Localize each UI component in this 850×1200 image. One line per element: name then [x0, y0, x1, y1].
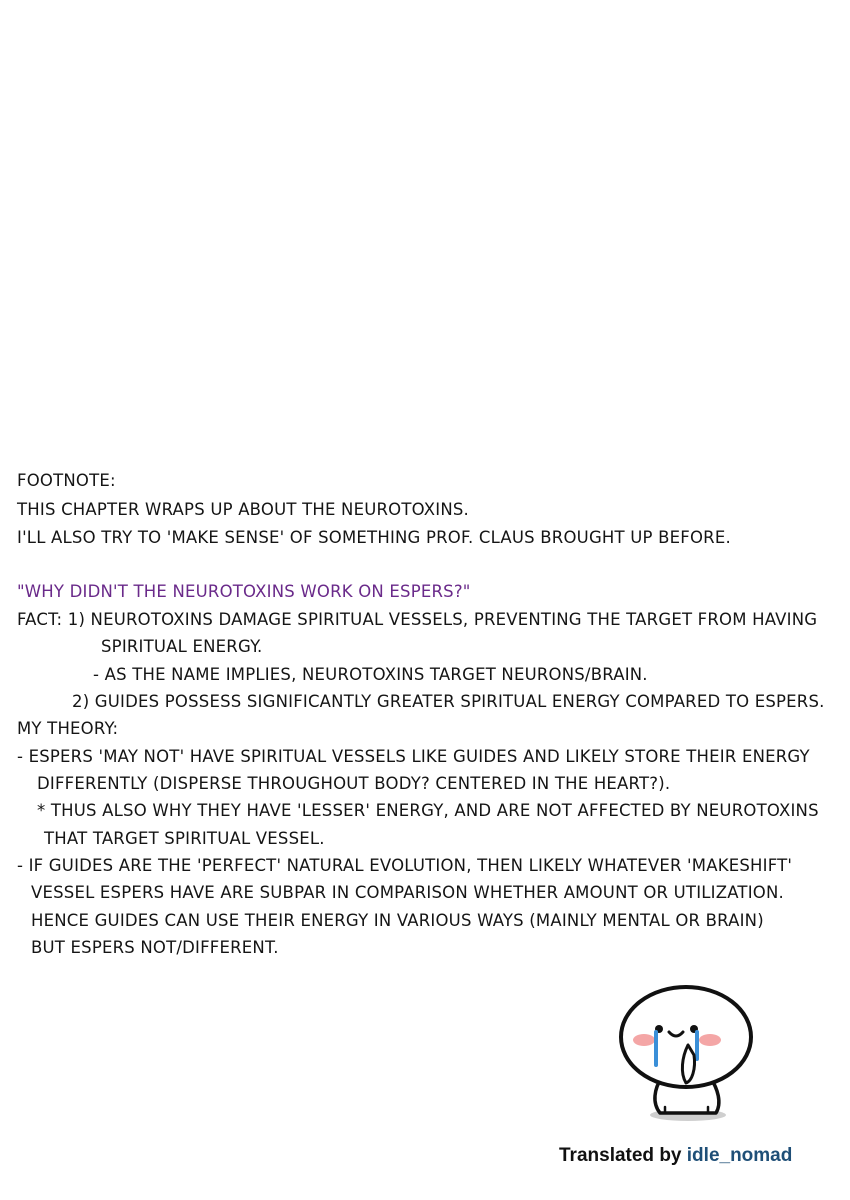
- crying-mascot-icon: [610, 985, 760, 1130]
- fact-1-line-2: SPIRITUAL ENERGY.: [101, 637, 263, 656]
- theory-2-line-4: BUT ESPERS NOT/DIFFERENT.: [31, 938, 279, 957]
- credit-prefix: Translated by: [559, 1145, 682, 1166]
- theory-1-note-line-2: THAT TARGET SPIRITUAL VESSEL.: [44, 829, 325, 848]
- theory-1-line-2: DIFFERENTLY (DISPERSE THROUGHOUT BODY? CENTERED IN THE HEART?).: [37, 774, 671, 793]
- theory-heading: MY THEORY:: [17, 719, 119, 738]
- fact-2: 2) GUIDES POSSESS SIGNIFICANTLY GREATER SPIRITUAL ENERGY COMPARED TO ESPERS.: [72, 692, 825, 711]
- footnote-intro-2: I'LL ALSO TRY TO 'MAKE SENSE' OF SOMETHING PROF. CLAUS BROUGHT UP BEFORE.: [17, 528, 731, 547]
- theory-2-line-3: HENCE GUIDES CAN USE THEIR ENERGY IN VARIOUS WAYS (MAINLY MENTAL OR BRAIN): [31, 911, 764, 930]
- footnote-intro-1: THIS CHAPTER WRAPS UP ABOUT THE NEUROTOXINS.: [17, 500, 469, 519]
- fact-1-subpoint: - AS THE NAME IMPLIES, NEUROTOXINS TARGET NEURONS/BRAIN.: [93, 665, 648, 684]
- theory-1-line-1: - ESPERS 'MAY NOT' HAVE SPIRITUAL VESSELS LIKE GUIDES AND LIKELY STORE THEIR ENERGY: [17, 747, 810, 766]
- theory-2-line-1: - IF GUIDES ARE THE 'PERFECT' NATURAL EVOLUTION, THEN LIKELY WHATEVER 'MAKESHIFT': [17, 856, 793, 875]
- theory-2-line-2: VESSEL ESPERS HAVE ARE SUBPAR IN COMPARISON WHETHER AMOUNT OR UTILIZATION.: [31, 883, 784, 902]
- fact-1-line-1: FACT: 1) NEUROTOXINS DAMAGE SPIRITUAL VESSELS, PREVENTING THE TARGET FROM HAVING: [17, 610, 818, 629]
- footnote-question: "WHY DIDN'T THE NEUROTOXINS WORK ON ESPERS?": [17, 582, 471, 601]
- translator-name: idle_nomad: [686, 1145, 793, 1166]
- translator-credit: [559, 1143, 792, 1169]
- theory-1-note-line-1: * THUS ALSO WHY THEY HAVE 'LESSER' ENERGY, AND ARE NOT AFFECTED BY NEUROTOXINS: [37, 801, 819, 820]
- footnote-heading: FOOTNOTE:: [17, 471, 116, 490]
